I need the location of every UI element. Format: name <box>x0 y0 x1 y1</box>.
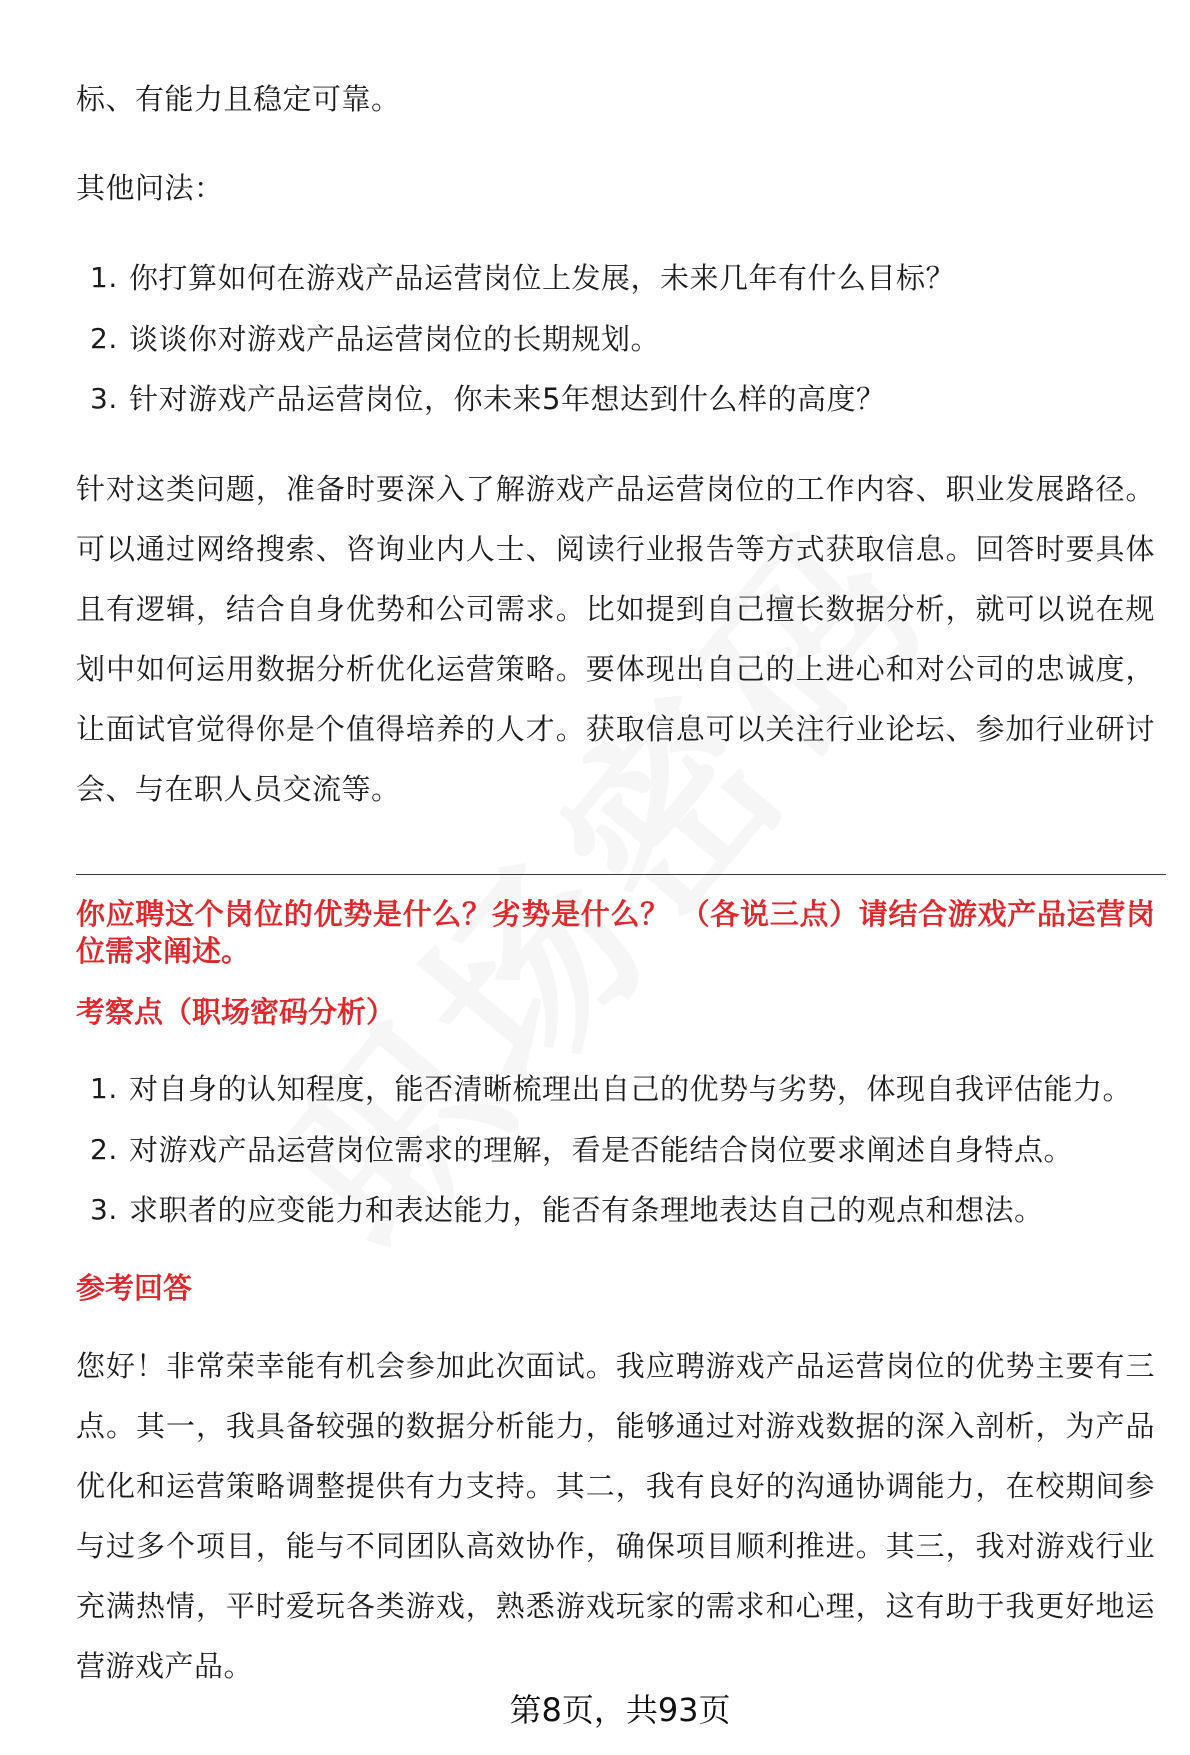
answer-paragraph <box>76 1336 1155 1696</box>
list-number: 3. <box>90 382 118 415</box>
list-number: 2. <box>90 322 118 355</box>
paragraph-line: 可以通过网络搜索、咨询业内人士、阅读行业报告等方式获取信息。回答时要具体 <box>76 532 1155 566</box>
paragraph-line: 让面试官觉得你是个值得培养的人才。获取信息可以关注行业论坛、参加行业研讨 <box>76 712 1155 746</box>
question-title-line: 位需求阐述。 <box>76 934 251 968</box>
question-title <box>76 896 1155 970</box>
paragraph-line: 划中如何运用数据分析优化运营策略。要体现出自己的上进心和对公司的忠诚度， <box>76 652 1155 686</box>
other-questions-label: 其他问法： <box>76 171 224 205</box>
list-item <box>76 248 1155 308</box>
list-number: 1. <box>90 261 118 294</box>
list-item <box>76 1059 1155 1119</box>
paragraph-line: 与过多个项目，能与不同团队高效协作，确保项目顺利推进。其三，我对游戏行业 <box>76 1529 1155 1563</box>
list-text: 你打算如何在游戏产品运营岗位上发展，未来几年有什么目标？ <box>129 261 956 295</box>
list-text: 对游戏产品运营岗位需求的理解，看是否能结合岗位要求阐述自身特点。 <box>129 1133 1074 1167</box>
analysis-label: 考察点（职场密码分析） <box>76 995 396 1029</box>
other-questions-section <box>76 158 1155 218</box>
list-number: 2. <box>90 1133 118 1166</box>
answer-heading <box>76 1270 1155 1306</box>
question-title-line: 你应聘这个岗位的优势是什么？劣势是什么？ （各说三点）请结合游戏产品运营岗 <box>76 897 1155 931</box>
list-item <box>76 369 1155 429</box>
paragraph-line: 营游戏产品。 <box>76 1649 254 1683</box>
paragraph-line: 优化和运营策略调整提供有力支持。其二，我有良好的沟通协调能力，在校期间参 <box>76 1469 1155 1503</box>
page-number-footer: 第8页，共93页 <box>509 1691 731 1729</box>
paragraph-line: 针对这类问题，准备时要深入了解游戏产品运营岗位的工作内容、职业发展路径。 <box>76 472 1155 506</box>
paragraph-line: 会、与在职人员交流等。 <box>76 772 401 806</box>
list-item <box>76 1180 1155 1240</box>
paragraph-line: 标、有能力且稳定可靠。 <box>76 82 401 116</box>
list-number: 3. <box>90 1193 118 1226</box>
section-divider <box>76 874 1166 875</box>
analysis-list <box>76 1059 1155 1240</box>
list-number: 1. <box>90 1072 118 1105</box>
advice-paragraph <box>76 459 1155 819</box>
list-text: 针对游戏产品运营岗位，你未来5年想达到什么样的高度？ <box>129 382 886 416</box>
list-text: 求职者的应变能力和表达能力，能否有条理地表达自己的观点和想法。 <box>129 1193 1044 1227</box>
paragraph-line: 您好！非常荣幸能有机会参加此次面试。我应聘游戏产品运营岗位的优势主要有三 <box>76 1349 1155 1383</box>
intro-paragraph-tail <box>76 69 1155 129</box>
paragraph-line: 充满热情，平时爱玩各类游戏，熟悉游戏玩家的需求和心理，这有助于我更好地运 <box>76 1589 1155 1623</box>
list-text: 对自身的认知程度，能否清晰梳理出自己的优势与劣势，体现自我评估能力。 <box>129 1072 1133 1106</box>
analysis-heading <box>76 994 1155 1030</box>
other-questions-list <box>76 248 1155 429</box>
list-text: 谈谈你对游戏产品运营岗位的长期规划。 <box>129 322 661 356</box>
paragraph-line: 且有逻辑，结合自身优势和公司需求。比如提到自己擅长数据分析，就可以说在规 <box>76 592 1155 626</box>
list-item <box>76 1120 1155 1180</box>
list-item <box>76 309 1155 369</box>
paragraph-line: 点。其一，我具备较强的数据分析能力，能够通过对游戏数据的深入剖析，为产品 <box>76 1409 1155 1443</box>
answer-label: 参考回答 <box>76 1271 193 1305</box>
